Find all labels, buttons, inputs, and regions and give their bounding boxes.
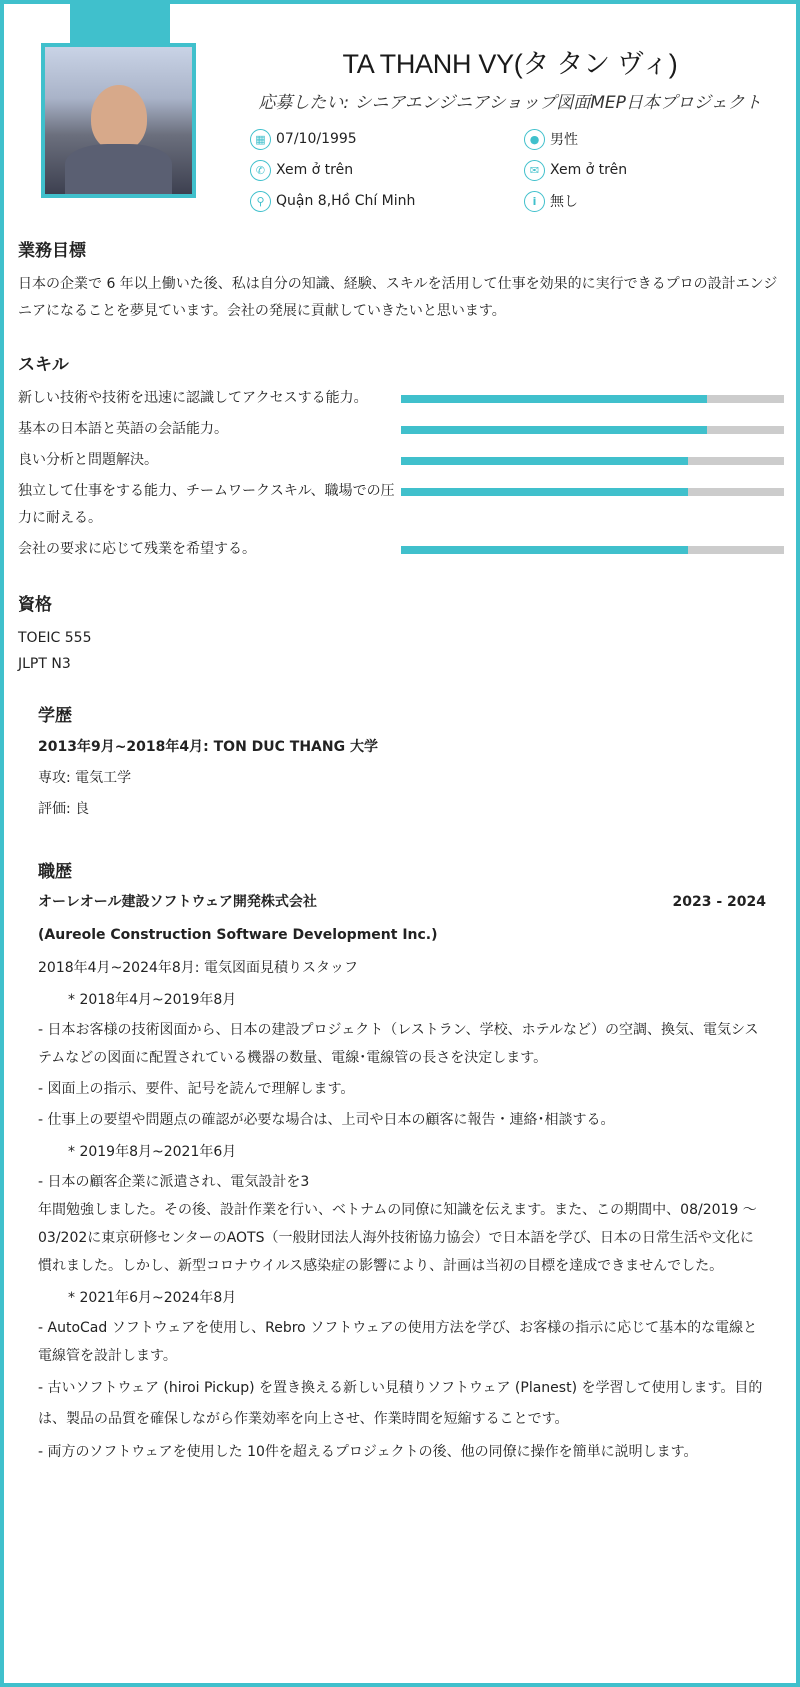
experience-section [38,857,766,1469]
duty-item: 年間勉強しました。その後、設計作業を行い、ベトナムの同僚に知識を伝えます。また、この期間中、08/2019 〜 03/202に東京研修センターのAOTS（一般財団法人海外技術協力協会）で日本語を学び、日本の日常生活や文化に慣れました。しかし、新型コロナウイルス感染症の影響により、計画は当初の目標を達成できませんでした。 [38,1202,757,1274]
duty-item: - 両方のソフトウェアを使用した 10件を超えるプロジェクトの後、他の同僚に操作を簡単に説明します。 [38,1444,698,1460]
info-phone [250,159,353,181]
profile-photo [41,43,196,198]
info-address [250,190,415,212]
company-name: オーレオール建設ソフトウェア開発株式会社 [38,894,317,910]
skill-label: 新しい技術や技術を迅速に認識してアクセスする能力。 [18,390,368,406]
education-title: 学歴 [38,706,72,726]
skill-row [18,385,782,412]
desired-position: 応募したい: シニアエンジニアショップ図面MEP日本プロジェクト [258,93,762,113]
email-icon: ✉ [524,160,545,181]
duty-item: - 古いソフトウェア (hiroi Pickup) を置き換える新しい見積りソフトウェア (Planest) を学習して使用します。目的は、製品の品質を確保しながら作業効率を向上させ、作業時間を短縮することです。 [38,1380,763,1427]
skill-row [18,416,782,443]
skill-label: 基本の日本語と英語の会話能力。 [18,421,228,437]
info-email [524,159,627,181]
info-birthdate [250,128,357,150]
photo-placeholder-body [65,144,172,194]
objective-text: 日本の企業で 6 年以上働いた後、私は自分の知識、経験、スキルを活用して仕事を効果的に実行できるプロの設計エンジニアになることを夢見ています。会社の発展に貢献していきたいと思います。 [18,276,778,319]
education-section [38,701,766,825]
skill-bar-fill [401,426,707,434]
employment-years: 2023 - 2024 [672,894,766,910]
certification-item: JLPT N3 [18,656,71,672]
calendar-icon: ▦ [250,129,271,150]
skill-label: 良い分析と問題解決。 [18,452,158,468]
phone-icon: ✆ [250,160,271,181]
period-label: * 2021年6月~2024年8月 [68,1290,237,1306]
skill-bar-fill [401,546,688,554]
job-role: 2018年4月~2024年8月: 電気図面見積りスタッフ [38,960,358,976]
info-other [524,190,578,212]
certifications-title: 資格 [18,595,52,615]
skill-bar-fill [401,395,707,403]
objective-section [18,236,782,325]
phone-value: Xem ở trên [276,162,354,178]
objective-title: 業務目標 [18,241,86,261]
email-value: Xem ở trên [550,162,628,178]
period-label: * 2019年8月~2021年6月 [68,1144,237,1160]
skill-row [18,536,782,563]
photo-placeholder-head [91,85,147,151]
skill-bar [401,395,784,403]
skill-label: 独立して仕事をする能力、チームワークスキル、職場での圧力に耐える。 [18,483,395,526]
location-pin-icon: ⚲ [250,191,271,212]
address-value: Quận 8,Hồ Chí Minh [276,193,416,209]
duty-item: - 日本お客様の技術図面から、日本の建設プロジェクト（レストラン、学校、ホテルなど）の空調、換気、電気システムなどの図面に配置されている機器の数量、電線･電線管の長さを決定します。 [38,1022,759,1066]
top-accent-tab [70,4,170,44]
education-grade: 評価: 良 [38,801,90,817]
duty-item: - AutoCad ソフトウェアを使用し、Rebro ソフトウェアの使用方法を学び、お客様の指示に応じて基本的な電線と電線管を設計します。 [38,1320,758,1364]
duty-item: - 日本の顧客企業に派遣され、電気設計を3 [38,1174,310,1190]
skill-bar [401,488,784,496]
company-name-en: (Aureole Construction Software Development Inc.) [38,927,438,943]
skills-title: スキル [18,355,69,375]
user-icon: ● [524,129,545,150]
candidate-name: TA THANH VY(タ タン ヴィ) [342,49,678,79]
experience-title: 職歴 [38,862,72,882]
skill-bar-fill [401,488,688,496]
period-label: * 2018年4月~2019年8月 [68,992,237,1008]
skill-bar [401,457,784,465]
info-gender [524,128,578,150]
skills-section [18,350,782,563]
education-heading: 2013年9月~2018年4月: TON DUC THANG 大学 [38,739,378,755]
skill-row [18,447,782,474]
duty-item: - 図面上の指示、要件、記号を読んで理解します。 [38,1081,355,1097]
gender-value: 男性 [550,132,578,148]
skill-bar [401,426,784,434]
other-value: 無し [550,194,578,210]
education-major: 専攻: 電気工学 [38,770,132,786]
info-icon: i [524,191,545,212]
skill-bar-fill [401,457,688,465]
company-row [38,886,766,919]
birthdate-value: 07/10/1995 [276,131,357,147]
skill-row [18,478,782,532]
skill-label: 会社の要求に応じて残業を希望する。 [18,541,256,557]
skill-bar [401,546,784,554]
certification-item: TOEIC 555 [18,630,92,646]
certifications-section [18,590,782,677]
duty-item: - 仕事上の要望や問題点の確認が必要な場合は、上司や日本の顧客に報告・連絡･相談する。 [38,1112,615,1128]
